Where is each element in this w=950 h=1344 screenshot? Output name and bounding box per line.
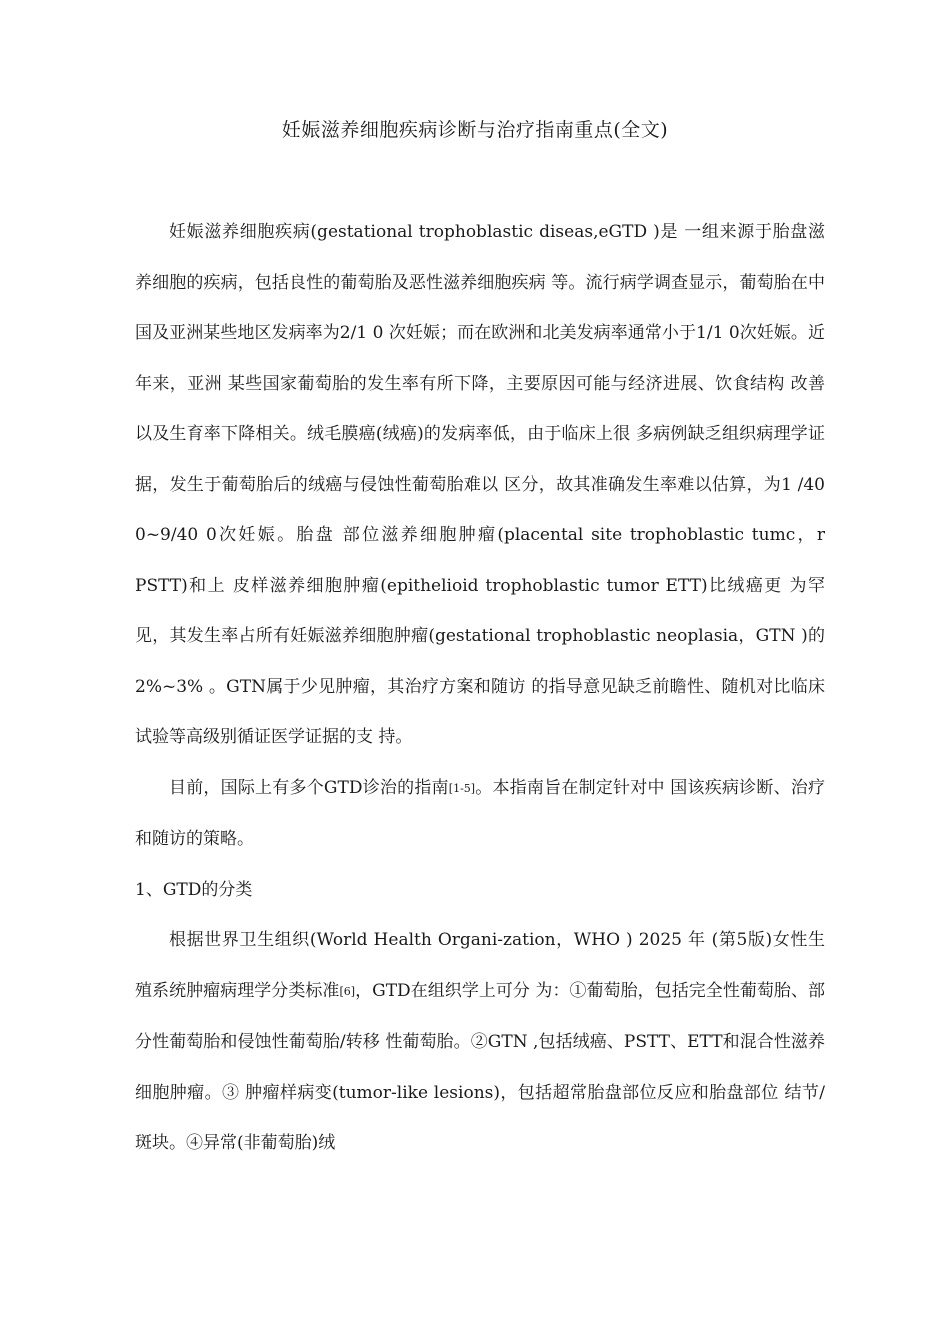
paragraph-intro: 妊娠滋养细胞疾病(gestational trophoblastic diseas,eGTD )是 一组来源于胎盘滋养细胞的疾病，包括良性的葡萄胎及恶性滋养细胞疾病 等。流行病学调查显示，葡萄胎在中国及亚洲某些地区发病率为2/1 0 次妊娠；而在欧洲和北美发病率通常小于1/1 0次妊娠。近年来，亚洲 某些国家葡萄胎的发生率有所下降，主要原因可能与经济进展、饮食结构 改善以及生育率下降相关。绒毛膜癌(绒癌)的发病率低，由于临床上很 多病例缺乏组织病理学证据，发生于葡萄胎后的绒癌与侵蚀性葡萄胎难以 区分，故其准确发生率难以估算，为1 /40 0~9/40 0次妊娠。胎盘 部位滋养细胞肿瘤(placental site trophoblastic tumc，r PSTT)和上 皮样滋养细胞肿瘤(epithelioid trophoblastic tumor ETT)比绒癌更 为罕见，其发生率占所有妊娠滋养细胞肿瘤(gestational trophoblastic neoplasia，GTN )的2%~3% 。GTN属于少见肿瘤，其治疗方案和随访 的指导意见缺乏前瞻性、随机对比临床试验等高级别循证医学证据的支 持。 [135,222,825,747]
paragraph-guidelines [135,763,825,865]
citation-reference: [1-5] [448,781,476,795]
section-heading-classification: 1、GTD的分类 [135,879,253,900]
paragraph-classification [135,915,825,1169]
paragraph-guidelines-text-end: 。本指南旨在制定针对中 国该疾病诊断、治疗和随访的策略。 [135,777,825,849]
paragraph-guidelines-text-start: 目前，国际上有多个GTD诊治的指南 [169,777,449,798]
paragraph-classification-text-start: 根据世界卫生组织(World Health Organi-zation，WHO ) 2025 年 (第5版)女性生殖系统肿瘤病理学分类标准 [135,930,825,1001]
document-title: 妊娠滋养细胞疾病诊断与治疗指南重点(全文) [281,119,669,141]
paragraph-classification-text-end: ，GTD在组织学上可分 为：①葡萄胎，包括完全性葡萄胎、部分性葡萄胎和侵蚀性葡萄胎/转移 性葡萄胎。②GTN ,包括绒癌、PSTT、ETT和混合性滋养细胞肿瘤。③ 肿瘤样病变(tumor-like lesions)，包括超常胎盘部位反应和胎盘部位 结节/斑块。④异常(非葡萄胎)绒 [135,980,826,1153]
document-body [135,207,825,1169]
citation-reference: [6] [339,984,356,998]
